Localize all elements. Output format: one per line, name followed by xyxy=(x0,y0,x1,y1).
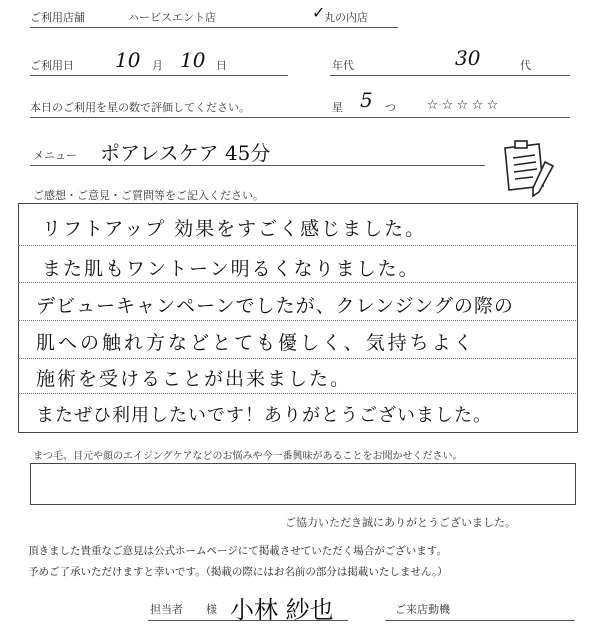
staff-name: 小林 紗也 xyxy=(230,596,334,624)
staff-mark: 様 xyxy=(206,603,217,616)
stars-unit: つ xyxy=(385,101,396,114)
comment-rule xyxy=(18,282,578,283)
menu-label: メニュー xyxy=(33,149,77,162)
stars-value: 5 xyxy=(360,88,373,112)
date-label: ご利用日 xyxy=(30,59,74,72)
concerns-prompt: まつ毛、目元や顔のエイジングケアなどのお悩みや今一番興味があることをお聞かせください。 xyxy=(33,451,463,462)
store-branch: 丸の内店 xyxy=(324,11,368,24)
comment-line: リフトアップ 効果をすごく感じました。 xyxy=(42,218,427,240)
comment-line: また肌もワントーン明るくなりました。 xyxy=(42,258,420,280)
comment-rule xyxy=(18,358,578,359)
concerns-box xyxy=(30,463,576,505)
star-icon: ☆ xyxy=(441,98,454,113)
star-icon: ☆ xyxy=(471,98,484,113)
comment-rule xyxy=(18,245,578,246)
star-icon: ☆ xyxy=(456,98,469,113)
star-icon: ☆ xyxy=(426,98,439,113)
date-month: 10 xyxy=(115,48,141,72)
comment-line: 施術を受けることが出来ました。 xyxy=(36,368,352,390)
star-icon: ☆ xyxy=(486,98,499,113)
age-underline xyxy=(330,75,570,76)
date-underline xyxy=(30,75,288,76)
staff-underline xyxy=(148,620,348,621)
staff-label: 担当者 xyxy=(150,603,183,616)
thanks-text: ご協力いただき誠にありがとうございました。 xyxy=(285,516,516,529)
star-rating xyxy=(425,94,500,113)
comment-rule xyxy=(18,393,578,394)
day-unit: 日 xyxy=(216,59,227,72)
comment-line: 肌への触れ方などとても優しく、気持ちよく xyxy=(36,332,476,354)
rating-prompt: 本日のご利用を星の数で評価してください。 xyxy=(30,101,250,114)
date-day: 10 xyxy=(180,48,206,72)
comment-line: またぜひ利用したいです！ありがとうございました。 xyxy=(36,405,492,426)
comment-rule xyxy=(18,320,578,321)
clipboard-pen-icon xyxy=(495,140,563,200)
month-unit: 月 xyxy=(152,59,163,72)
visit-reason-label: ご来店動機 xyxy=(395,603,450,616)
comments-prompt: ご感想・ご意見・ご質問等をご記入ください。 xyxy=(33,189,264,202)
store-label: ご利用店舗 xyxy=(30,11,85,24)
stars-label: 星 xyxy=(332,101,343,114)
menu-value: ポアレスケア 45分 xyxy=(100,141,271,165)
store-branch-mark: ✓ xyxy=(312,3,326,22)
store-value: ハービスエント店 xyxy=(128,11,216,24)
notice-line-1: 頂きました貴重なご意見は公式ホームページにて掲載させていただく場合がございます。 xyxy=(28,545,447,557)
age-label: 年代 xyxy=(332,59,354,72)
store-underline xyxy=(30,27,398,28)
age-value: 30 xyxy=(455,46,481,70)
menu-underline xyxy=(30,165,485,166)
age-unit: 代 xyxy=(520,59,531,72)
visit-reason-underline xyxy=(385,620,575,621)
rating-underline xyxy=(30,117,570,118)
notice-line-2: 予めご了承いただけますと幸いです。（掲載の際にはお名前の部分は掲載いたしません。） xyxy=(28,566,448,578)
comment-line: デビューキャンペーンでしたが、クレンジングの際の xyxy=(36,295,514,317)
